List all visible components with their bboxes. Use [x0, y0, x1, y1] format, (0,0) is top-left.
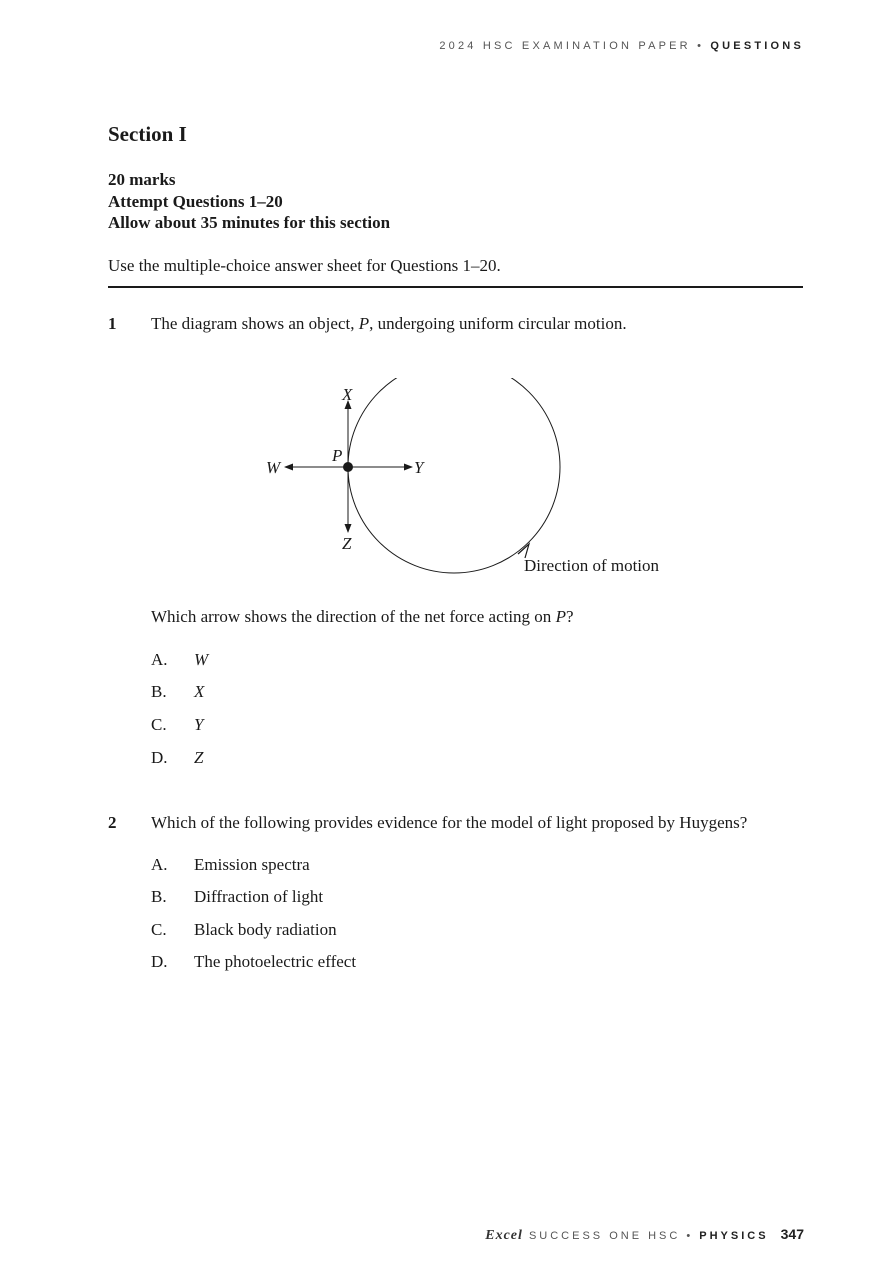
header-separator: • [690, 40, 711, 52]
q1-stem-post: , undergoing uniform circular motion. [369, 314, 627, 333]
footer-separator: • [680, 1230, 700, 1242]
running-header [439, 40, 804, 52]
option-letter: C. [151, 920, 167, 939]
q1-option-a[interactable] [151, 650, 208, 670]
option-text: Diffraction of light [194, 887, 324, 906]
option-letter: D. [151, 748, 168, 767]
q1-option-d[interactable] [151, 748, 203, 768]
q1-question-post: ? [565, 607, 574, 626]
option-text: Y [194, 715, 204, 734]
motion-circle [348, 378, 560, 573]
q2-stem: Which of the following provides evidence for the model of light proposed by Huygens? [151, 813, 748, 832]
q1-stem-var: P [358, 314, 370, 333]
q1-stem [151, 314, 627, 334]
section-attempt: Attempt Questions 1–20 [108, 191, 283, 211]
divider-rule [108, 286, 803, 288]
label-y: Y [414, 458, 424, 477]
header-section: QUESTIONS [710, 40, 804, 52]
circular-motion-diagram [250, 378, 690, 588]
q2-option-a[interactable] [151, 855, 310, 875]
section-title: Section I [108, 122, 187, 146]
option-text: The photoelectric effect [194, 952, 357, 971]
object-p-dot [343, 462, 353, 472]
page-number: 347 [780, 1226, 804, 1242]
q1-question-pre: Which arrow shows the direction of the net force acting on [151, 607, 556, 626]
option-letter: C. [151, 715, 167, 734]
option-letter: B. [151, 682, 167, 701]
section-marks: 20 marks [108, 170, 176, 189]
option-letter: A. [151, 855, 168, 874]
header-title: 2024 HSC EXAMINATION PAPER [439, 40, 691, 52]
label-w: W [266, 458, 281, 477]
option-text: Z [194, 748, 204, 767]
q1-question [151, 607, 574, 627]
footer-subject: PHYSICS [699, 1230, 769, 1242]
section-time: Allow about 35 minutes for this section [108, 213, 391, 232]
label-x: X [342, 385, 353, 404]
option-letter: D. [151, 952, 168, 971]
q1-number: 1 [108, 314, 117, 333]
q2-option-d[interactable] [151, 952, 356, 972]
q1-option-b[interactable] [151, 682, 204, 702]
option-text: Emission spectra [194, 855, 310, 874]
section-instruction: Use the multiple-choice answer sheet for Questions 1–20. [108, 256, 501, 275]
q2-option-b[interactable] [151, 887, 323, 907]
running-footer [485, 1226, 804, 1244]
option-letter: A. [151, 650, 168, 669]
option-text: W [194, 650, 209, 669]
label-p: P [332, 446, 343, 465]
section-info [108, 169, 390, 234]
option-text: X [194, 682, 205, 701]
q1-option-c[interactable] [151, 715, 203, 735]
q1-question-var: P [555, 607, 566, 626]
label-direction-of-motion: Direction of motion [524, 556, 660, 575]
footer-series: SUCCESS ONE HSC [528, 1230, 681, 1242]
label-z: Z [342, 534, 352, 553]
footer-brand-logo: Excel [485, 1228, 523, 1243]
option-text: Black body radiation [194, 920, 337, 939]
q1-stem-pre: The diagram shows an object, [151, 314, 359, 333]
option-letter: B. [151, 887, 167, 906]
q2-option-c[interactable] [151, 920, 337, 940]
q2-number: 2 [108, 813, 117, 832]
